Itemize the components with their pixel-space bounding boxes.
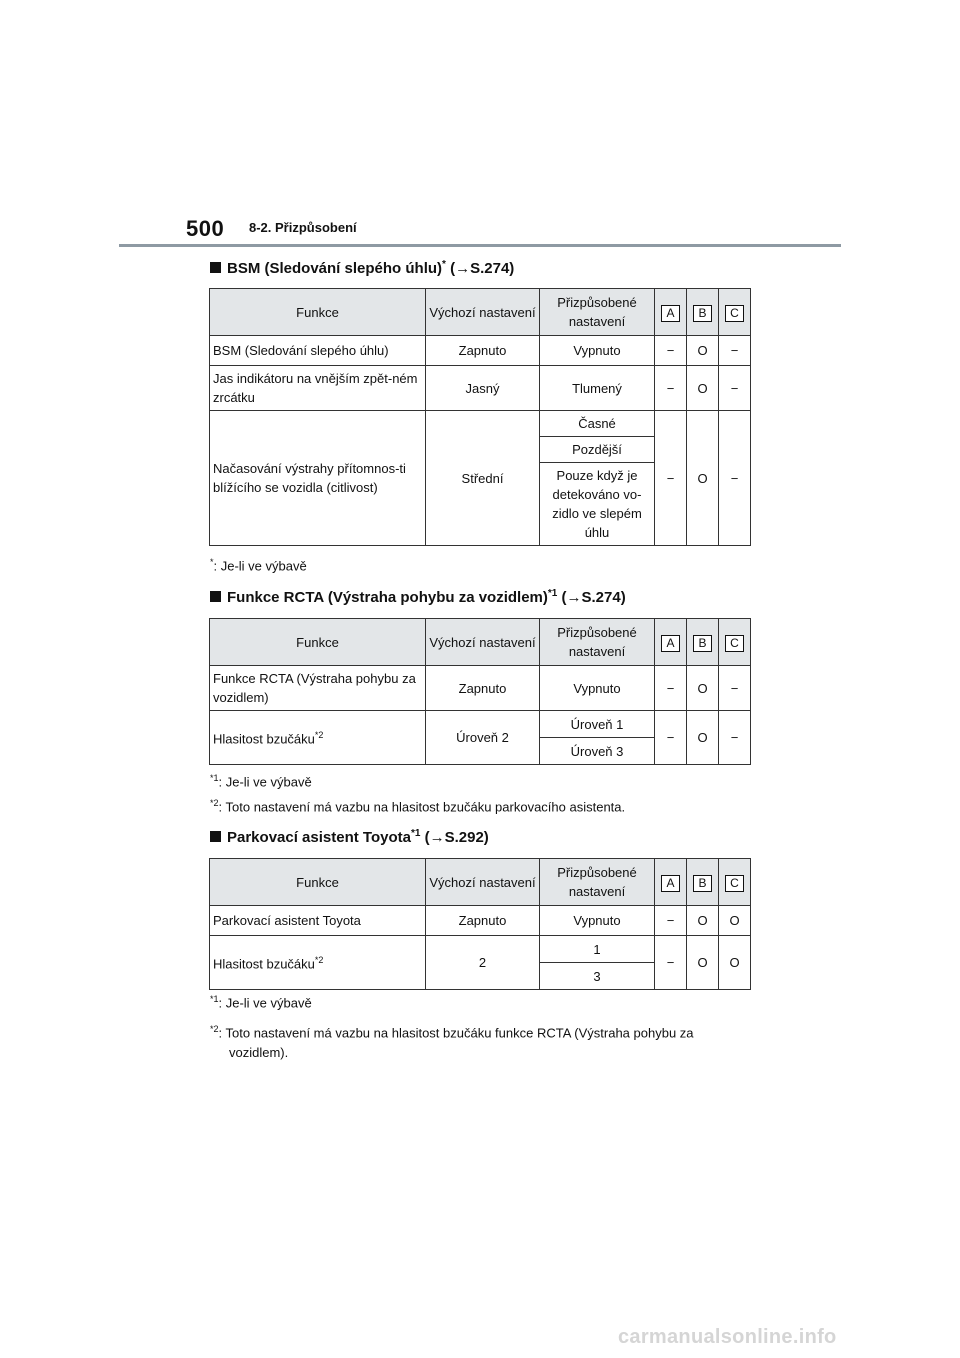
footnote: $^{*2}$: Toto nastavení má vazbu na hlasitost bzučáku funkce RCTA (Výstraha pohybu za vozidlem). xyxy=(210,1024,694,1061)
cell-a: − xyxy=(655,666,687,711)
cell-prizpusobene: Úroveň 1 xyxy=(540,711,655,738)
header-funkce: Funkce xyxy=(210,619,426,666)
cell-c: − xyxy=(719,666,751,711)
bullet-square-icon xyxy=(210,262,221,273)
cell-c: − xyxy=(719,336,751,366)
cell-a: − xyxy=(655,936,687,990)
cell-b: O xyxy=(687,366,719,411)
header-b xyxy=(687,859,719,906)
bsm-heading: BSM (Sledování slepého úhlu)* (→S.274) xyxy=(210,259,514,277)
header-c xyxy=(719,859,751,906)
cell-funkce: Načasování výstrahy přítomnos-ti blížícího se vozidla (citlivost) xyxy=(210,411,426,546)
parking-table xyxy=(209,858,751,990)
cell-a: − xyxy=(655,906,687,936)
table-row xyxy=(210,711,751,738)
cell-prizpusobene: Tlumený xyxy=(540,366,655,411)
cell-c: − xyxy=(719,411,751,546)
cell-b: O xyxy=(687,711,719,765)
header-a xyxy=(655,289,687,336)
header-vychozi: Výchozí nastavení xyxy=(426,619,540,666)
table-row xyxy=(210,936,751,963)
cell-prizpusobene: Úroveň 3 xyxy=(540,738,655,765)
header-vychozi: Výchozí nastavení xyxy=(426,859,540,906)
rcta-heading: Funkce RCTA (Výstraha pohybu za vozidlem)$^{*1}$ (→S.274) xyxy=(210,588,626,606)
cell-funkce: BSM (Sledování slepého úhlu) xyxy=(210,336,426,366)
header-b xyxy=(687,619,719,666)
table-header-row xyxy=(210,619,751,666)
cell-a: − xyxy=(655,411,687,546)
table-header-row xyxy=(210,289,751,336)
header-funkce: Funkce xyxy=(210,289,426,336)
table-row xyxy=(210,366,751,411)
cell-a: − xyxy=(655,336,687,366)
cell-prizpusobene: 1 xyxy=(540,936,655,963)
cell-c: − xyxy=(719,711,751,765)
table-row xyxy=(210,336,751,366)
footnote: $^{*2}$: Toto nastavení má vazbu na hlasitost bzučáku parkovacího asistenta. xyxy=(210,798,626,815)
cell-a: − xyxy=(655,366,687,411)
header-c xyxy=(719,289,751,336)
cell-b: O xyxy=(687,336,719,366)
parking-heading: Parkovací asistent Toyota$^{*1}$ (→S.292) xyxy=(210,828,489,846)
footnote: $^{*1}$: Je-li ve výbavě xyxy=(210,773,312,790)
box-letter-b: B xyxy=(693,635,712,652)
cell-vychozi: Úroveň 2 xyxy=(426,711,540,765)
header-a xyxy=(655,859,687,906)
bullet-square-icon xyxy=(210,591,221,602)
cell-funkce: Hlasitost bzučáku$^{*2}$ xyxy=(210,711,426,765)
cell-vychozi: Jasný xyxy=(426,366,540,411)
page-number: 500 xyxy=(186,216,225,241)
header-prizpusobene: Přizpůsobené nastavení xyxy=(540,289,655,336)
header-c xyxy=(719,619,751,666)
cell-funkce: Jas indikátoru na vnějším zpět-ném zrcátku xyxy=(210,366,426,411)
cell-funkce: Hlasitost bzučáku$^{*2}$ xyxy=(210,936,426,990)
box-letter-b: B xyxy=(693,305,712,322)
table-row xyxy=(210,666,751,711)
cell-funkce: Funkce RCTA (Výstraha pohybu za vozidlem) xyxy=(210,666,426,711)
cell-prizpusobene: Pozdější xyxy=(540,437,655,463)
cell-vychozi: 2 xyxy=(426,936,540,990)
cell-b: O xyxy=(687,906,719,936)
cell-a: − xyxy=(655,711,687,765)
box-letter-c: C xyxy=(725,305,744,322)
cell-prizpusobene: Vypnuto xyxy=(540,666,655,711)
cell-c: O xyxy=(719,936,751,990)
cell-b: O xyxy=(687,666,719,711)
cell-c: O xyxy=(719,906,751,936)
cell-prizpusobene: Časné xyxy=(540,411,655,437)
header-b xyxy=(687,289,719,336)
box-letter-c: C xyxy=(725,635,744,652)
cell-prizpusobene: Pouze když je detekováno vo-zidlo ve slepém úhlu xyxy=(540,463,655,546)
box-letter-a: A xyxy=(661,875,680,892)
box-letter-b: B xyxy=(693,875,712,892)
box-letter-a: A xyxy=(661,635,680,652)
cell-vychozi: Zapnuto xyxy=(426,906,540,936)
cell-funkce: Parkovací asistent Toyota xyxy=(210,906,426,936)
header-rule xyxy=(119,244,841,247)
header-vychozi: Výchozí nastavení xyxy=(426,289,540,336)
cell-vychozi: Zapnuto xyxy=(426,666,540,711)
rcta-table xyxy=(209,618,751,765)
box-letter-a: A xyxy=(661,305,680,322)
header-funkce: Funkce xyxy=(210,859,426,906)
cell-b: O xyxy=(687,411,719,546)
bsm-table xyxy=(209,288,751,546)
cell-b: O xyxy=(687,936,719,990)
table-header-row xyxy=(210,859,751,906)
cell-vychozi: Střední xyxy=(426,411,540,546)
cell-prizpusobene: Vypnuto xyxy=(540,336,655,366)
cell-prizpusobene: 3 xyxy=(540,963,655,990)
header-prizpusobene: Přizpůsobené nastavení xyxy=(540,859,655,906)
chapter-title: 8-2. Přizpůsobení xyxy=(249,220,357,235)
box-letter-c: C xyxy=(725,875,744,892)
bullet-square-icon xyxy=(210,831,221,842)
cell-vychozi: Zapnuto xyxy=(426,336,540,366)
header-a xyxy=(655,619,687,666)
watermark: carmanualsonline.info xyxy=(618,1326,837,1348)
cell-prizpusobene: Vypnuto xyxy=(540,906,655,936)
cell-c: − xyxy=(719,366,751,411)
table-row xyxy=(210,906,751,936)
table-row xyxy=(210,411,751,437)
footnote: $^{*1}$: Je-li ve výbavě xyxy=(210,994,312,1011)
header-prizpusobene: Přizpůsobené nastavení xyxy=(540,619,655,666)
footnote: *: Je-li ve výbavě xyxy=(210,557,307,574)
